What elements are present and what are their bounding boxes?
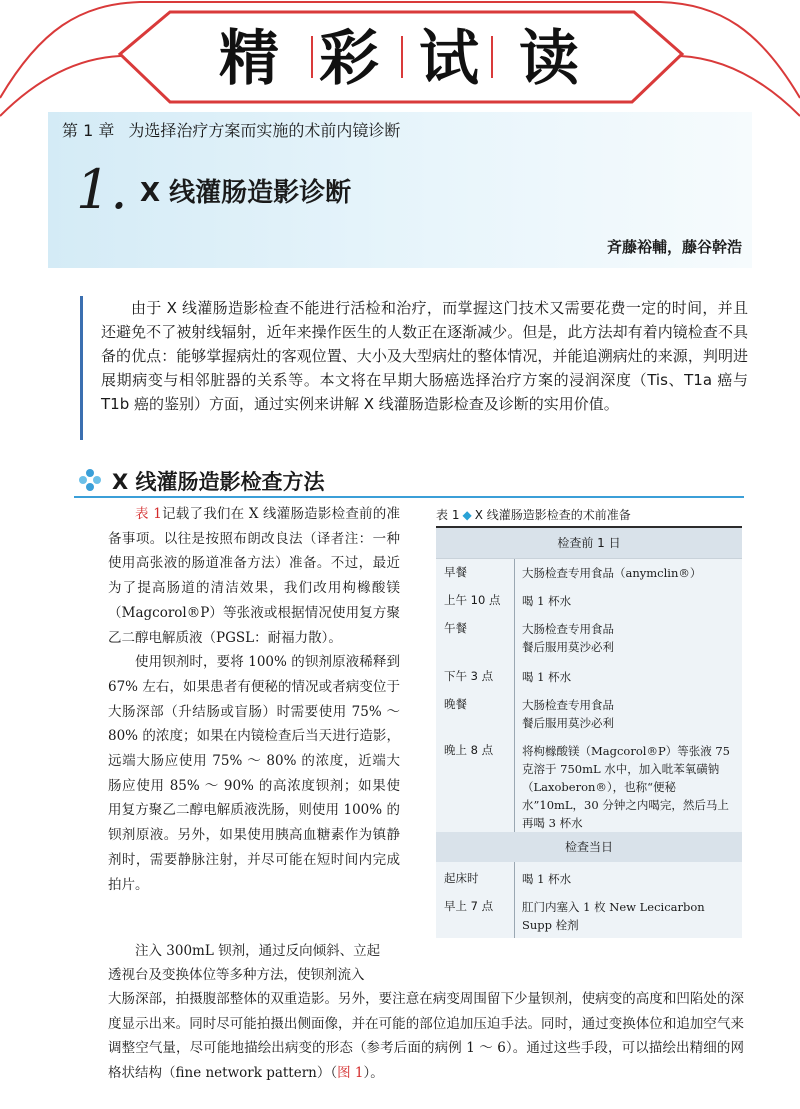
table-caption-label: 表 1 <box>436 508 460 522</box>
table-caption <box>436 506 631 523</box>
section-title: X 线灌肠造影检查方法 <box>112 470 325 494</box>
table-cell-desc: 大肠检查专用食品 餐后服用莫沙必利 <box>522 698 614 730</box>
table-cell-desc: 将枸橼酸镁（Magcorol®P）等张液 75 克溶于 750mL 水中，加入吡苯氧磺钠（Laxoberon®），也称“便秘水”10mL，30 分钟之内喝完，然后马上再喝 3 杯水 <box>522 744 730 830</box>
prep-table <box>436 526 742 938</box>
table-cell-time: 上午 10 点 <box>444 593 501 607</box>
paragraph-text: 大肠深部，拍摄腹部整体的双重造影。另外，要注意在病变周围留下少量钡剂，使病变的高度和凹陷处的深度显示出来。同时尽可能拍摄出侧面像，并在可能的部位追加压迫手法。同时，通过变换体位和追加空气来调整空气量，尽可能地描绘出病变的形态（参考后面的病例 1 ～ 6）。通过这些手段，可以描绘出精细的网格状结构（fine network pattern）（ <box>108 991 744 1082</box>
paragraph-fullwidth <box>108 987 744 1086</box>
table-band-header: 检查当日 <box>436 832 742 862</box>
table-cell-time: 午餐 <box>444 621 467 635</box>
table-cell-desc: 大肠检查专用食品（anymclin®） <box>522 566 702 580</box>
banner-char: 彩 <box>319 24 381 94</box>
table-cell-time: 早餐 <box>444 565 467 579</box>
section-heading <box>74 466 744 498</box>
table-ref[interactable]: 表 1 <box>135 506 162 522</box>
table-cell-time: 下午 3 点 <box>444 669 494 683</box>
banner-char: 试 <box>419 24 481 94</box>
banner-char: 读 <box>519 24 581 94</box>
table-band-header: 检查前 1 日 <box>436 528 742 558</box>
figure-ref[interactable]: 图 1 <box>337 1065 364 1082</box>
chapter-line <box>62 118 400 141</box>
diamond-icon: ◆ <box>462 508 472 522</box>
paragraph-text: ）。 <box>363 1065 384 1082</box>
article-title: X 线灌肠造影诊断 <box>140 178 352 208</box>
table-cell-time: 晚餐 <box>444 697 467 711</box>
authors: 斉藤裕輔，藤谷幹浩 <box>606 238 742 256</box>
article-number: 1. <box>76 158 128 221</box>
table-cell-desc: 肛门内塞入 1 枚 New Lecicarbon Supp 栓剂 <box>522 900 705 932</box>
paragraph: 使用钡剂时，要将 100% 的钡剂原液稀释到 67% 左右，如果患者有便秘的情况或者病变位于大肠深部（升结肠或盲肠）时需要使用 75% ～ 80% 的浓度；如果在内镜检查后当天进行造影，远端大肠应使用 75% ～ 80% 的浓度，近端大肠应使用 85% ～ 90% 的高浓度钡剂；如果使用复方聚乙二醇电解质液洗肠，则使用 100% 的钡剂原液。另外，如果使用胰高血糖素作为镇静剂时，需要静脉注射，并尽可能在短时间内完成拍片。 <box>108 654 400 893</box>
table-caption-text: X 线灌肠造影检查的术前准备 <box>474 508 631 522</box>
abstract: 由于 X 线灌肠造影检查不能进行活检和治疗，而掌握这门技术又需要花费一定的时间，并且还避免不了被射线辐射，近年来操作医生的人数正在逐渐减少。但是，此方法却有着内镜检查不具备的优点：能够掌握病灶的客观位置、大小及大型病灶的整体情况，并能追溯病灶的来源，判明进展期病变与相邻脏器的关系等。本文将在早期大肠癌选择治疗方案的浸润深度（Tis、T1a 癌与 T1b 癌的鉴别）方面，通过实例来讲解 X 线灌肠造影检查及诊断的实用价值。 <box>80 296 748 440</box>
table-divider <box>514 558 515 832</box>
chapter-title: 为选择治疗方案而实施的术前内镜诊断 <box>128 121 401 140</box>
paragraph-line: 透视台及变换体位等多种方法，使钡剂流入 <box>108 967 365 983</box>
banner-dividers <box>240 34 560 80</box>
table-cell-desc: 大肠检查专用食品 餐后服用莫沙必利 <box>522 622 614 654</box>
table-cell-time: 晚上 8 点 <box>444 743 494 757</box>
table-cell-desc: 喝 1 杯水 <box>522 872 572 886</box>
paragraph <box>108 502 400 650</box>
table-cell-desc: 喝 1 杯水 <box>522 670 572 684</box>
table-cell-time: 早上 7 点 <box>444 899 494 913</box>
table-divider <box>514 862 515 938</box>
table-cell-time: 起床时 <box>444 871 479 885</box>
body-left-column <box>108 502 400 897</box>
table-cell-desc: 喝 1 杯水 <box>522 594 572 608</box>
paragraph-line: 注入 300mL 钡剂，通过反向倾斜、立起 <box>135 943 381 959</box>
paragraph-text: 记载了我们在 X 线灌肠造影检查前的准备事项。以往是按照布朗改良法（译者注：一种使用高张液的肠道准备方法）准备。不过，最近为了提高肠道的清洁效果，我们改用枸橼酸镁（Magcorol®P）等张液或根据情况使用复方聚乙二醇电解质液（PGSL：耐福力散）。 <box>108 506 400 646</box>
flower-icon <box>78 468 102 492</box>
chapter-number: 第 1 章 <box>62 121 115 140</box>
banner-char: 精 <box>219 24 281 94</box>
table-separator <box>436 558 742 559</box>
